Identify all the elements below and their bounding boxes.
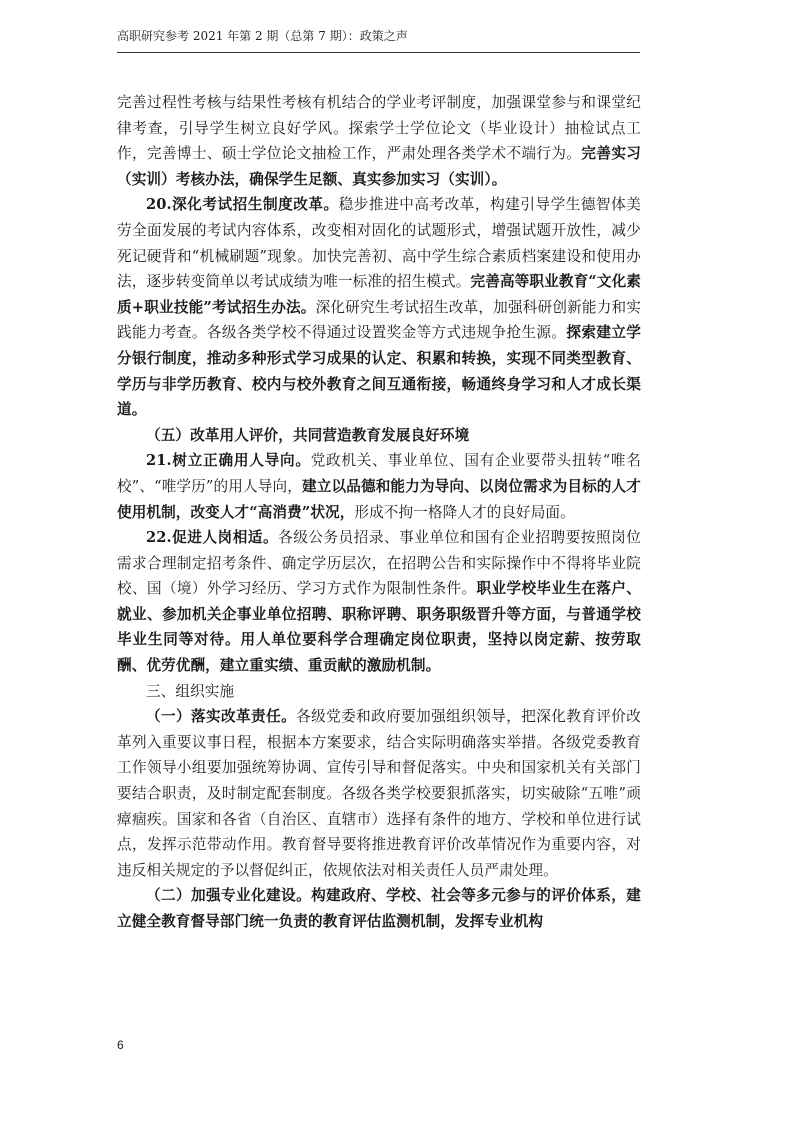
paragraph-implementation-2 [117,883,641,934]
text-run: 党政机关、事业单位、国有企业要带头扭转“唯名校”、“唯学历”的用人导向， [117,452,641,495]
bold-run: 完善实习（实训）考核办法，确保学生足额、真实参加实习（实训）。 [117,145,641,188]
paragraph-item-22 [117,525,641,679]
section-heading-5 [117,423,641,449]
text-run: 深化研究生考试招生改革，加强科研创新能力和实践能力考查。各级各类学校不得通过设置奖金等方式违规争抢生源。 [117,298,642,342]
header-divider [117,52,640,53]
paragraph-implementation-1 [117,704,641,883]
bold-run: 职业学校毕业生在落户、就业、参加机关企事业单位招聘、职称评聘、职务职级晋升等方面，与普通学校毕业生同等对待。用人单位要科学合理确定岗位职责，坚持以岗定薪、按劳取酬、优劳优酬，建立重实绩、重贡献的激励机制。 [117,580,642,675]
bold-run: 构建政府、学校、社会等多元参与的评价体系，建立健全教育督导部门统一负责的教育评估监测机制，发挥专业机构 [117,887,641,930]
paragraph-item-20 [117,192,641,422]
text-run: 完善过程性考核与结果性考核有机结合的学业考评制度，加强课堂参与和课堂纪律考查，引导学生树立良好学风。探索学士学位论文（毕业设计）抽检试点工作，完善博士、硕士学位论文抽检工作，严肃处理各类学术不端行为。 [117,94,641,163]
bold-run: 探索建立学分银行制度，推动多种形式学习成果的认定、积累和转换，实现不同类型教育、学历与非学历教育、校内与校外教育之间互通衔接，畅通终身学习和人才成长渠道。 [117,324,641,419]
bold-run: 建立以品德和能力为导向、以岗位需求为目标的人才使用机制，改变人才“高消费”状况， [117,477,641,521]
text-run: 形成不拘一格降人才的良好局面。 [354,503,575,521]
section-heading-3 [117,679,641,705]
page-number: 6 [117,1038,124,1052]
document-body [117,90,641,935]
text-run: 各级公务员招录、事业单位和国有企业招聘要按照岗位需求合理制定招考条件、确定学历层次，在招聘公告和实际操作中不得将毕业院校、国（境）外学习经历、学习方式作为限制性条件。 [117,529,641,598]
item-heading: 20.深化考试招生制度改革。 [146,196,339,214]
item-heading: 21.树立正确用人导向。 [146,452,311,470]
item-heading: （一）落实改革责任。 [146,708,297,726]
text-run: 稳步推进中高考改革，构建引导学生德智体美劳全面发展的考试内容体系，改变相对固化的试题形式，增强试题开放性，减少死记硬背和“机械刷题”现象。加快完善初、高中学生综合素质档案建设和使用办法，逐步转变简单以考试成绩为唯一标准的招生模式。 [117,196,641,291]
paragraph-assessment-continued [117,90,641,192]
item-heading: （二）加强专业化建设。 [146,887,312,905]
heading-text: （五）改革用人评价，共同营造教育发展良好环境 [146,426,470,444]
paragraph-item-21 [117,448,641,525]
item-heading: 22.促进人岗相适。 [146,529,279,547]
page-header: 高职研究参考 2021 年第 2 期（总第 7 期）：政策之声 [117,29,408,43]
bold-run: 完善高等职业教育“文化素质+职业技能”考试招生办法。 [117,273,641,316]
heading-text: 三、组织实施 [146,682,235,700]
text-run: 各级党委和政府要加强组织领导，把深化教育评价改革列入重要议事日程，根据本方案要求，结合实际明确落实举措。各级党委教育工作领导小组要加强统筹协调、宣传引导和督促落实。中央和国家机关有关部门要结合职责，及时制定配套制度。各级各类学校要狠抓落实，切实破除“五唯”顽瘴痼疾。国家和各省（自治区、直辖市）选择有条件的地方、学校和单位进行试点，发挥示范带动作用。教育督导要将推进教育评价改革情况作为重要内容，对违反相关规定的予以督促纠正，依规依法对相关责任人员严肃处理。 [117,708,641,879]
